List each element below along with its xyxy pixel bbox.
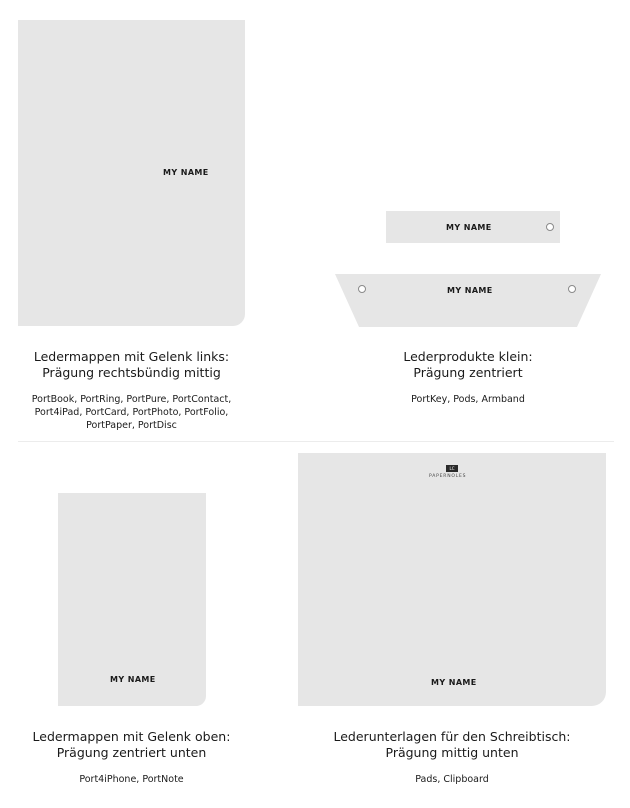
caption-products bbox=[18, 773, 245, 786]
caption-desk-pad bbox=[298, 729, 606, 786]
emboss-text-keyfob: MY NAME bbox=[446, 223, 492, 232]
caption-title: Lederunterlagen für den Schreibtisch: bbox=[333, 729, 571, 744]
product-line: PortPaper, PortDisc bbox=[86, 420, 177, 431]
caption-subtitle: Prägung mittig unten bbox=[385, 745, 519, 760]
caption-hinge-left bbox=[18, 349, 245, 432]
caption-subtitle: Prägung zentriert bbox=[413, 365, 523, 380]
caption-title: Ledermappen mit Gelenk links: bbox=[33, 349, 230, 364]
armband-mockup bbox=[335, 274, 601, 327]
caption-title: Ledermappen mit Gelenk oben: bbox=[32, 729, 231, 744]
emboss-text-hinge-left: MY NAME bbox=[163, 168, 209, 177]
caption-small-products bbox=[335, 349, 601, 406]
desk-pad-mockup bbox=[298, 453, 606, 706]
caption-products bbox=[298, 773, 606, 786]
caption-products bbox=[18, 393, 245, 432]
armband-hole-left-icon bbox=[358, 285, 366, 293]
armband-hole-right-icon bbox=[568, 285, 576, 293]
product-line: PortBook, PortRing, PortPure, PortContact, bbox=[31, 394, 232, 405]
product-line: PortKey, Pods, Armband bbox=[411, 394, 525, 405]
brand-logo-mark-icon: LC bbox=[446, 465, 458, 472]
caption-title: Lederprodukte klein: bbox=[403, 349, 533, 364]
section-divider bbox=[18, 441, 614, 442]
caption-hinge-top bbox=[18, 729, 245, 786]
emboss-text-armband: MY NAME bbox=[447, 286, 493, 295]
emboss-text-desk-pad: MY NAME bbox=[431, 678, 477, 687]
product-line: Pads, Clipboard bbox=[415, 774, 489, 785]
emboss-text-hinge-top: MY NAME bbox=[110, 675, 156, 684]
product-line: Port4iPad, PortCard, PortPhoto, PortFolio, bbox=[34, 407, 229, 418]
caption-subtitle: Prägung zentriert unten bbox=[56, 745, 207, 760]
product-line: Port4iPhone, PortNote bbox=[79, 774, 184, 785]
caption-products bbox=[335, 393, 601, 406]
brand-logo-text: PAPERNOLES bbox=[429, 474, 467, 479]
keyfob-hole-icon bbox=[546, 223, 554, 231]
folder-hinge-left-mockup bbox=[18, 20, 245, 326]
caption-subtitle: Prägung rechtsbündig mittig bbox=[42, 365, 221, 380]
